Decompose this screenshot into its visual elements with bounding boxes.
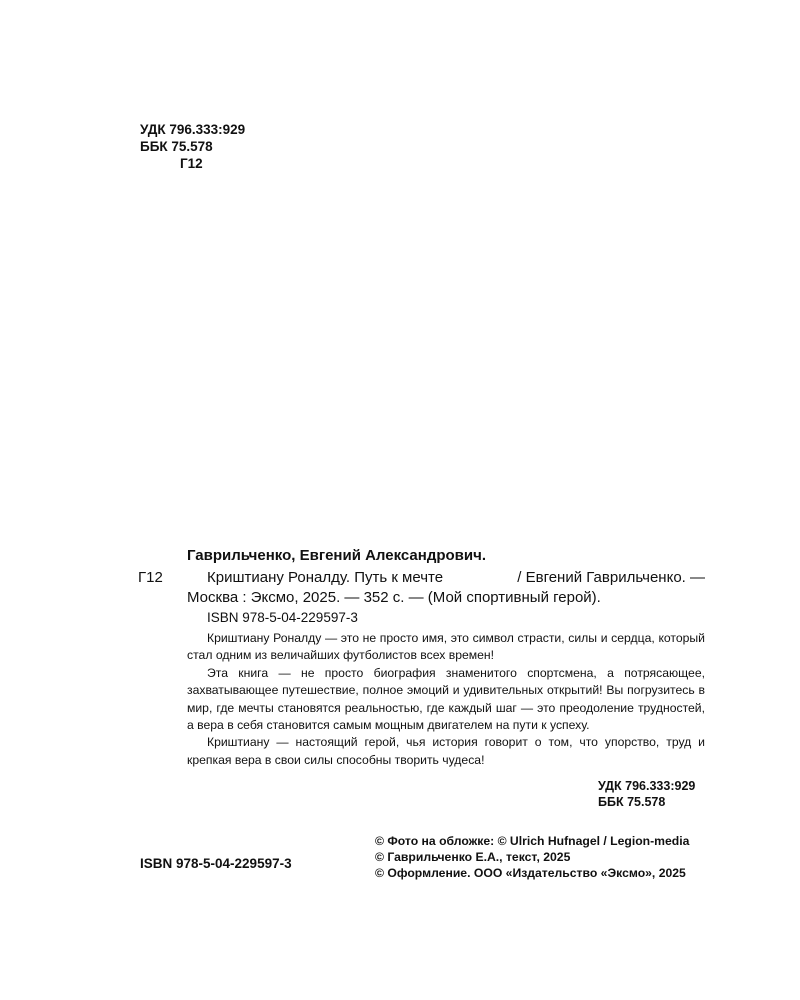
isbn-record: ISBN 978-5-04-229597-3 xyxy=(207,610,358,625)
annotation-paragraph: Эта книга — не просто биография знаменитого спортсмена, а потрясающее, захватывающее путешествие, полное эмоций и удивительных открытий! Вы погрузитесь в мир, где мечты становятся реальностью, где каждый шаг — это преодоление трудностей, а вера в себя становится самым мощным двигателем на пути к успеху. xyxy=(187,665,705,733)
annotation-paragraph: Криштиану — настоящий герой, чья история говорит о том, что упорство, труд и крепкая вера в свои силы способны творить чудеса! xyxy=(187,735,705,767)
author-sign-record: Г12 xyxy=(138,569,163,586)
copyright-photo: © Фото на обложке: © Ulrich Hufnagel / Legion-media xyxy=(375,834,690,848)
publication-line: Москва : Эксмо, 2025. — 352 с. — (Мой спортивный герой). xyxy=(187,588,601,606)
copyright-block xyxy=(375,833,689,881)
annotation-paragraph: Криштиану Роналду — это не просто имя, это символ страсти, силы и сердца, который стал одним из величайших футболистов всех времен! xyxy=(187,631,705,663)
author-heading: Гаврильченко, Евгений Александрович. xyxy=(187,547,486,564)
copyright-text: © Гаврильченко Е.А., текст, 2025 xyxy=(375,850,571,864)
responsibility-statement: / Евгений Гаврильченко. — xyxy=(517,569,705,586)
classification-codes-bottom xyxy=(598,779,695,810)
bbk-code: ББК 75.578 xyxy=(140,139,213,154)
udk-code: УДК 796.333:929 xyxy=(140,122,246,137)
book-title: Криштиану Роналду. Путь к мечте xyxy=(207,569,444,586)
annotation xyxy=(187,630,705,769)
isbn-bottom: ISBN 978-5-04-229597-3 xyxy=(140,856,292,871)
classification-codes-top xyxy=(140,121,245,172)
title-line xyxy=(187,568,705,588)
udk-code-bottom: УДК 796.333:929 xyxy=(598,779,696,793)
author-sign: Г12 xyxy=(180,156,203,171)
bbk-code-bottom: ББК 75.578 xyxy=(598,794,666,809)
bibliographic-description xyxy=(187,568,705,607)
copyright-design: © Оформление. ООО «Издательство «Эксмо», 2025 xyxy=(375,866,686,880)
